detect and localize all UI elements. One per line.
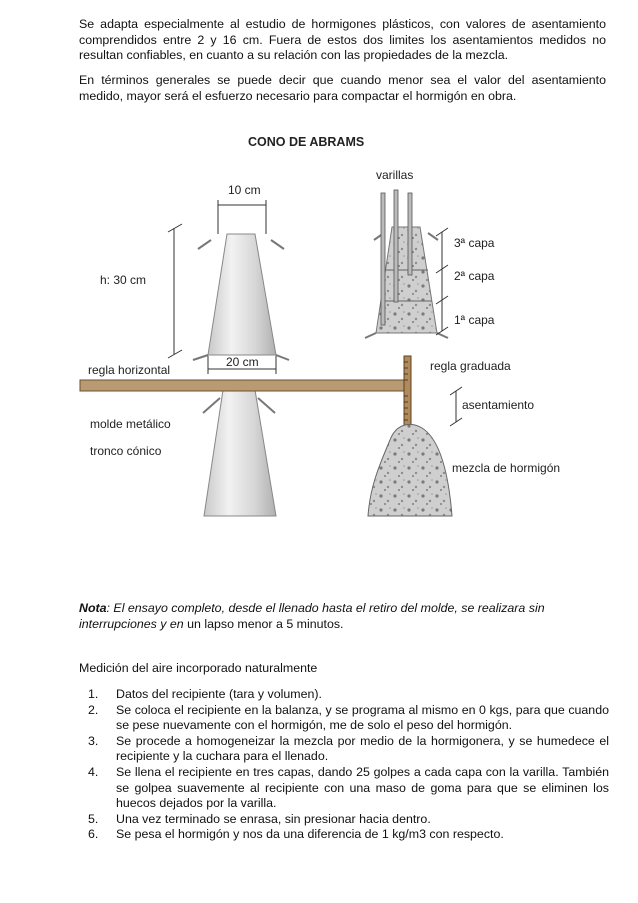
- step-text: Datos del recipiente (tara y volumen).: [116, 687, 322, 701]
- step-text: Se llena el recipiente en tres capas, dando 25 golpes a cada capa con la varilla. También se golpea suavemente al recipiente con una maso de goma para que se eliminen los huecos dejados por la varilla.: [116, 764, 609, 811]
- filled-cone: [365, 227, 448, 338]
- measurement-title: Medición del aire incorporado naturalmente: [79, 661, 318, 675]
- list-item: [79, 827, 609, 843]
- diagram-title: CONO DE ABRAMS: [248, 135, 365, 149]
- concrete-mix-label: mezcla de hormigón: [452, 461, 561, 475]
- layer3-label: 3ª capa: [454, 236, 495, 250]
- list-item: [79, 703, 609, 734]
- step-number: 3.: [88, 733, 99, 748]
- step-number: 5.: [88, 811, 99, 826]
- note-paragraph: [79, 601, 606, 632]
- step-text: Se procede a homogeneizar la mezcla por medio de la hormigonera, y se humedece el recipiente y la cuchara para el llenado.: [116, 733, 609, 764]
- bottom-width-label: 20 cm: [226, 355, 259, 369]
- list-item: [79, 687, 609, 703]
- horizontal-rule-label: regla horizontal: [88, 363, 171, 377]
- step-number: 6.: [88, 827, 99, 842]
- abrams-cone-diagram: [70, 128, 606, 573]
- intro-paragraph-2: En términos generales se puede decir que cuando menor sea el valor del asentamiento medido, mayor será el esfuerzo necesario para compactar el hormigón en obra.: [79, 73, 606, 103]
- note-label: Nota: [79, 601, 107, 615]
- step-number: 4.: [88, 764, 99, 779]
- note-italic-text: : El ensayo completo, desde el llenado hasta el retiro del molde, se realizara sin interrupciones y en: [79, 601, 545, 631]
- metal-mold-label: molde metálico: [90, 417, 171, 431]
- intro-paragraph-1: Se adapta especialmente al estudio de hormigones plásticos, con valores de asentamiento comprendidos entre 2 y 16 cm. Fuera de estos dos limites los asentamientos medidos no resultan confiables, en cuanto a su relación con las propiedades de la mezcla.: [79, 17, 606, 63]
- list-item: [79, 765, 609, 812]
- truncated-cone-label: tronco cónico: [90, 444, 162, 458]
- slump-label: asentamiento: [462, 398, 535, 412]
- note-rest-text: un lapso menor a 5 minutos.: [183, 616, 344, 631]
- step-text: Una vez terminado se enrasa, sin presionar hacia dentro.: [116, 811, 431, 826]
- list-item: [79, 734, 609, 765]
- height-dimension: [168, 224, 182, 358]
- height-label: h: 30 cm: [100, 273, 147, 287]
- horizontal-rule: [80, 380, 410, 391]
- remaining-cone: [203, 390, 276, 516]
- slump-dimension: [450, 387, 462, 426]
- step-number: 1.: [88, 687, 99, 701]
- step-text: Se coloca el recipiente en la balanza, y se programa al mismo en 0 kgs, para que cuando se pese nuevamente con el hormigón, me de solo el peso del hormigón.: [116, 702, 609, 733]
- slumped-concrete: [368, 424, 452, 516]
- list-item: [79, 812, 609, 828]
- top-width-label: 10 cm: [228, 183, 261, 197]
- left-cone: [193, 234, 289, 360]
- step-text: Se pesa el hormigón y nos da una diferencia de 1 kg/m3 con respecto.: [116, 827, 504, 842]
- layer1-label: 1ª capa: [454, 313, 495, 327]
- layer2-label: 2ª capa: [454, 269, 495, 283]
- top-width-dimension: [218, 200, 266, 234]
- graduated-rule-label: regla graduada: [430, 359, 511, 373]
- measurement-steps: [79, 687, 609, 843]
- rods-label: varillas: [376, 168, 414, 182]
- layer-dimension: [436, 228, 448, 335]
- step-number: 2.: [88, 702, 99, 717]
